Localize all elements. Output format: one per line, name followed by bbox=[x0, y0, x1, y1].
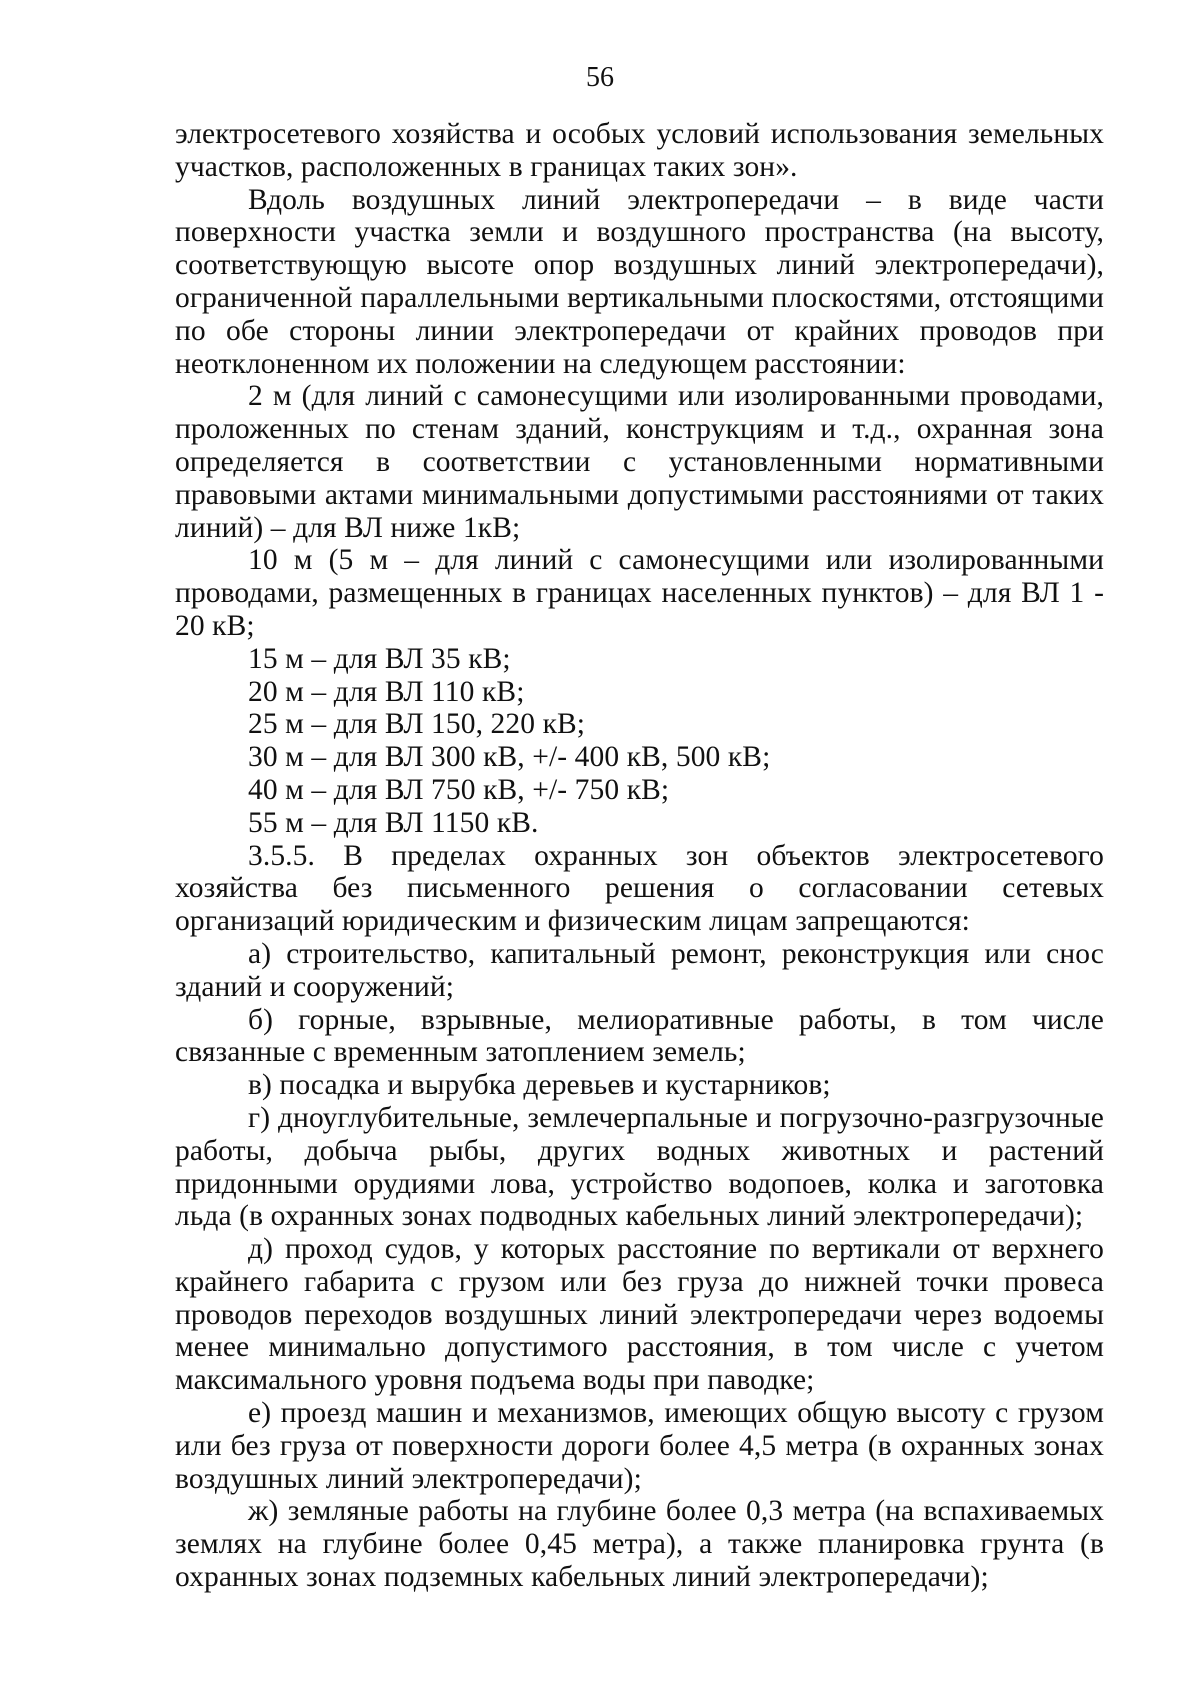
page-number: 56 bbox=[586, 62, 614, 93]
list-item-d: д) проход судов, у которых расстояние по вертикали от верхнего крайнего габарита с грузом или без груза до нижней точки провеса проводов переходов воздушных линий электропередачи через водоемы менее минимально допустимого расстояния, в том числе с учетом максимального уровня подъема воды при паводке; bbox=[175, 1233, 1104, 1397]
paragraph-overhead-lines-intro: Вдоль воздушных линий электропередачи – в виде части поверхности участка земли и воздушного пространства (на высоту, соответствующую высоте опор воздушных линий электропередачи), ограниченной параллельными вертикальными плоскостями, отстоящими по обе стороны линии электропередачи от крайних проводов при неотклоненном их положении на следующем расстоянии: bbox=[175, 183, 1104, 380]
list-item-zh: ж) земляные работы на глубине более 0,3 метра (на вспахиваемых землях на глубине более 0,45 метра), а также планировка грунта (в охранных зонах подземных кабельных линий электропередачи); bbox=[175, 1495, 1104, 1594]
list-item-g: г) дноуглубительные, землечерпальные и погрузочно-разгрузочные работы, добыча рыбы, других водных животных и растений придонными орудиями лова, устройство водопоев, колка и заготовка льда (в охранных зонах подводных кабельных линий электропередачи); bbox=[175, 1101, 1104, 1233]
paragraph-distance-15m: 15 м – для ВЛ 35 кВ; bbox=[248, 642, 511, 675]
paragraph-distance-10m: 10 м (5 м – для линий с самонесущими или изолированными проводами, размещенных в границах населенных пунктов) – для ВЛ 1 - 20 кВ; bbox=[175, 544, 1104, 642]
paragraph-distance-30m: 30 м – для ВЛ 300 кВ, +/- 400 кВ, 500 кВ; bbox=[248, 741, 771, 774]
paragraph-section-3-5-5: 3.5.5. В пределах охранных зон объектов электросетевого хозяйства без письменного решения о согласовании сетевых организаций юридическим и физическим лицам запрещаются: bbox=[175, 839, 1104, 938]
list-item-b: б) горные, взрывные, мелиоративные работы, в том числе связанные с временным затоплением земель; bbox=[175, 1003, 1104, 1069]
paragraph-distance-40m: 40 м – для ВЛ 750 кВ, +/- 750 кВ; bbox=[248, 773, 670, 806]
paragraph-continuation: электросетевого хозяйства и особых условий использования земельных участков, расположенных в границах таких зон». bbox=[175, 118, 1104, 183]
paragraph-distance-2m: 2 м (для линий с самонесущими или изолированными проводами, проложенных по стенам зданий, конструкциям и т.д., охранная зона определяется в соответствии с установленными нормативными правовыми актами минимальными допустимыми расстояниями от таких линий) – для ВЛ ниже 1кВ; bbox=[175, 380, 1104, 544]
list-item-v: в) посадка и вырубка деревьев и кустарников; bbox=[248, 1069, 831, 1102]
list-item-e: е) проезд машин и механизмов, имеющих общую высоту с грузом или без груза от поверхности дороги более 4,5 метра (в охранных зонах воздушных линий электропередачи); bbox=[175, 1397, 1104, 1495]
document-body bbox=[175, 118, 1104, 1594]
paragraph-distance-25m: 25 м – для ВЛ 150, 220 кВ; bbox=[248, 708, 586, 741]
list-item-a: а) строительство, капитальный ремонт, реконструкция или снос зданий и сооружений; bbox=[175, 937, 1104, 1003]
paragraph-distance-55m: 55 м – для ВЛ 1150 кВ. bbox=[248, 806, 539, 839]
paragraph-distance-20m: 20 м – для ВЛ 110 кВ; bbox=[248, 675, 525, 708]
